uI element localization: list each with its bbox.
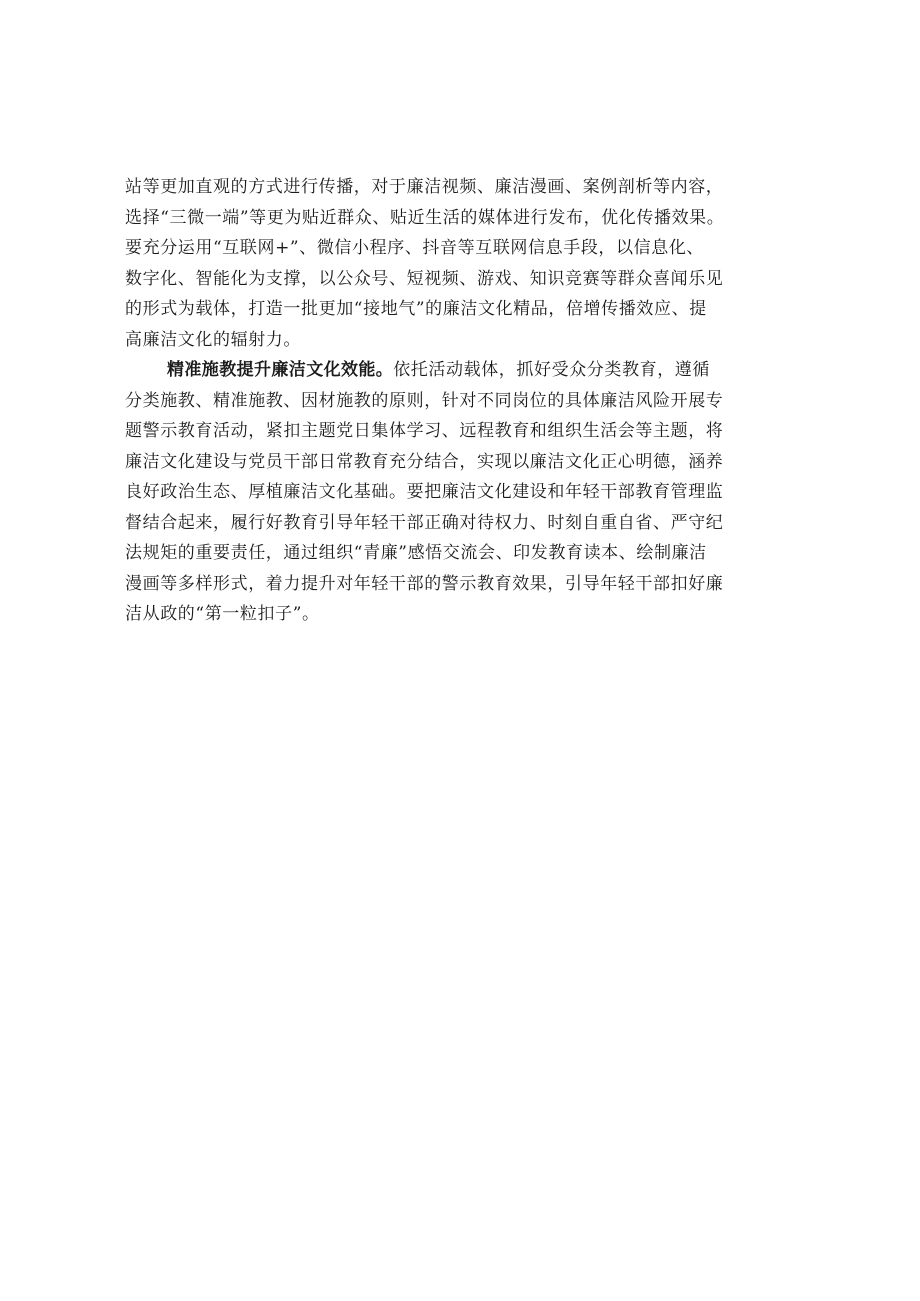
document-body (125, 172, 845, 630)
paragraph-precise-education (125, 355, 845, 630)
paragraph-line: 分类施教、精准施教、因材施教的原则，针对不同岗位的具体廉洁风险开展专 (125, 390, 724, 411)
paragraph-line: 数字化、智能化为支撑，以公众号、短视频、游戏、知识竞赛等群众喜闻乐见 (125, 268, 724, 289)
paragraph-line: 选择“三微一端”等更为贴近群众、贴近生活的媒体进行发布，优化传播效果。 (125, 207, 725, 228)
paragraph-line: 的形式为载体，打造一批更加“接地气”的廉洁文化精品，倍增传播效应、提 (125, 299, 707, 319)
paragraph-line-text: 依托活动载体，抓好受众分类教育，遵循 (393, 360, 711, 380)
paragraph-heading: 精准施教提升廉洁文化效能。 (167, 360, 394, 380)
paragraph-line: 要充分运用“互联网+”、微信小程序、抖音等互联网信息手段，以信息化、 (125, 238, 705, 258)
paragraph-line: 高廉洁文化的辐射力。 (125, 329, 301, 350)
paragraph-line: 题警示教育活动，紧扣主题党日集体学习、远程教育和组织生活会等主题，将 (125, 421, 724, 441)
paragraph-dissemination (125, 172, 845, 355)
paragraph-line: 督结合起来，履行好教育引导年轻干部正确对待权力、时刻自重自省、严守纪 (125, 512, 724, 533)
paragraph-first-line (125, 355, 845, 386)
paragraph-line: 廉洁文化建设与党员干部日常教育充分结合，实现以廉洁文化正心明德，涵养 (125, 451, 724, 472)
paragraph-line: 良好政治生态、厚植廉洁文化基础。要把廉洁文化建设和年轻干部教育管理监 (125, 482, 724, 502)
paragraph-line: 洁从政的“第一粒扣子”。 (125, 604, 320, 624)
paragraph-line: 站等更加直观的方式进行传播，对于廉洁视频、廉洁漫画、案例剖析等内容， (125, 177, 724, 197)
paragraph-line: 法规矩的重要责任，通过组织“青廉”感悟交流会、印发教育读本、绘制廉洁 (125, 543, 707, 563)
paragraph-line: 漫画等多样形式，着力提升对年轻干部的警示教育效果，引导年轻干部扣好廉 (125, 573, 724, 594)
